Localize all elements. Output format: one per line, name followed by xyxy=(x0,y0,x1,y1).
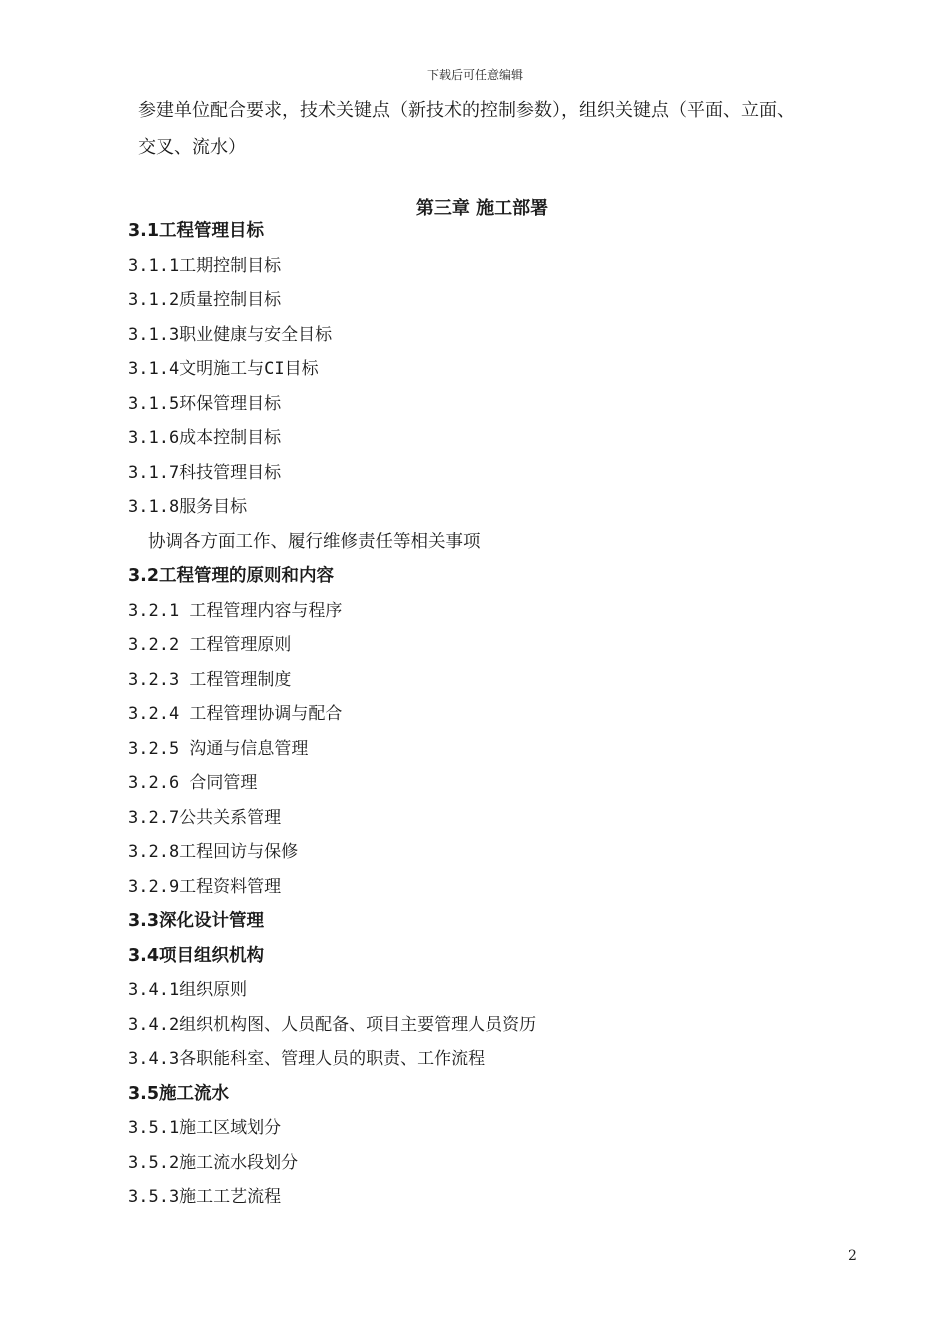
section-heading: 3.3深化设计管理 xyxy=(128,911,265,931)
subsection-item: 3.1.6成本控制目标 xyxy=(128,428,282,448)
intro-line-1: 参建单位配合要求，技术关键点（新技术的控制参数），组织关键点（平面、立面、 xyxy=(138,100,795,121)
subsection-item: 3.1.2质量控制目标 xyxy=(128,290,282,310)
subsection-item: 3.2.3 工程管理制度 xyxy=(128,669,292,690)
subsection-item: 3.5.3施工工艺流程 xyxy=(128,1187,282,1207)
subsection-item: 3.1.7科技管理目标 xyxy=(128,462,282,483)
intro-line-2: 交叉、流水） xyxy=(138,137,246,158)
subsection-item: 3.4.2组织机构图、人员配备、项目主要管理人员资历 xyxy=(128,1014,537,1035)
subsection-item: 3.2.4 工程管理协调与配合 xyxy=(128,704,343,724)
section-heading: 3.4项目组织机构 xyxy=(128,945,265,966)
section-heading: 3.2工程管理的原则和内容 xyxy=(128,566,335,586)
subsection-item: 3.2.7公共关系管理 xyxy=(128,807,282,828)
subsection-item: 3.1.8服务目标 xyxy=(128,497,248,517)
subsection-item: 3.4.1组织原则 xyxy=(128,980,248,1000)
subsection-item: 3.1.1工期控制目标 xyxy=(128,255,282,276)
page-number: 2 xyxy=(848,1248,857,1264)
table-of-contents xyxy=(128,214,888,1215)
subsection-item: 3.2.1 工程管理内容与程序 xyxy=(128,600,343,621)
subsection-item: 3.2.5 沟通与信息管理 xyxy=(128,738,309,759)
subsection-item: 3.4.3各职能科室、管理人员的职责、工作流程 xyxy=(128,1049,486,1069)
subsection-item: 3.2.2 工程管理原则 xyxy=(128,635,292,655)
subsection-item: 3.1.3职业健康与安全目标 xyxy=(128,324,333,345)
subsection-item: 3.5.2施工流水段划分 xyxy=(128,1152,299,1173)
section-heading: 3.5施工流水 xyxy=(128,1083,230,1104)
chapter-title: 第三章 施工部署 xyxy=(415,198,549,219)
section-heading: 3.1工程管理目标 xyxy=(128,221,265,241)
page-header: 下载后可任意编辑 xyxy=(426,68,523,82)
subsection-item: 3.2.8工程回访与保修 xyxy=(128,842,299,862)
subsection-item: 3.1.4文明施工与CI目标 xyxy=(128,359,319,379)
section-note: 协调各方面工作、履行维修责任等相关事项 xyxy=(148,531,481,552)
subsection-item: 3.2.6 合同管理 xyxy=(128,773,258,793)
subsection-item: 3.1.5环保管理目标 xyxy=(128,393,282,414)
subsection-item: 3.2.9工程资料管理 xyxy=(128,876,282,897)
subsection-item: 3.5.1施工区域划分 xyxy=(128,1118,282,1138)
